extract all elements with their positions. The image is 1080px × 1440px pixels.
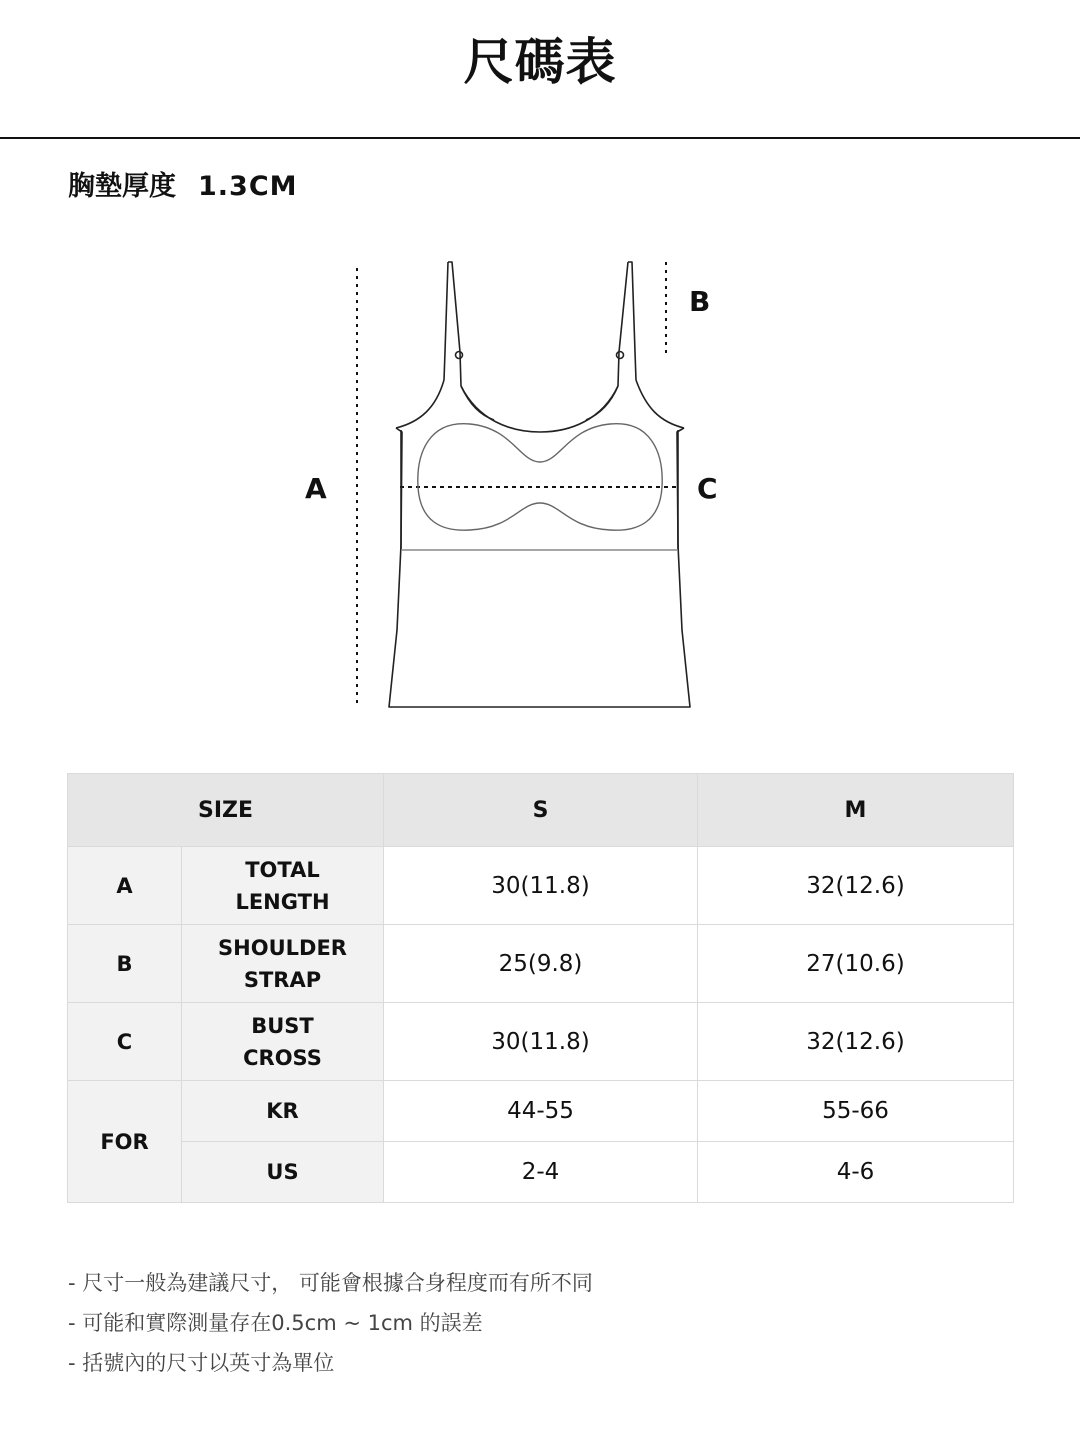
- page-title: 尺碼表: [463, 33, 617, 91]
- table-row: [68, 847, 1014, 925]
- table-row: [68, 1003, 1014, 1081]
- cell-s: 44-55: [384, 1081, 698, 1142]
- cell-s: 30(11.8): [384, 1003, 698, 1081]
- row-name-line: TOTAL: [245, 857, 320, 882]
- cell-m: 32(12.6): [698, 1003, 1014, 1081]
- pad-thickness-value: 1.3CM: [198, 171, 298, 202]
- size-table: [67, 773, 1014, 1203]
- label-c: C: [697, 472, 718, 505]
- row-name: [182, 1003, 384, 1081]
- row-name-line: LENGTH: [235, 889, 330, 914]
- table-row: [68, 1142, 1014, 1203]
- row-name-line: BUST: [251, 1013, 314, 1038]
- row-name-line: SHOULDER: [218, 935, 347, 960]
- row-name-line: STRAP: [243, 967, 322, 992]
- label-b: B: [689, 285, 711, 318]
- cell-s: 30(11.8): [384, 847, 698, 925]
- header-s: S: [384, 774, 698, 847]
- row-name: [182, 925, 384, 1003]
- label-a: A: [305, 472, 327, 505]
- notes: [68, 1263, 593, 1383]
- note-line: - 可能和實際測量存在0.5cm ~ 1cm 的誤差: [68, 1311, 483, 1335]
- cell-s: 25(9.8): [384, 925, 698, 1003]
- pad-thickness-label: 胸墊厚度: [68, 171, 176, 202]
- cell-m: 55-66: [698, 1081, 1014, 1142]
- row-code-for: FOR: [68, 1081, 182, 1203]
- note-line: - 括號內的尺寸以英寸為單位: [68, 1351, 335, 1375]
- cell-m: 27(10.6): [698, 925, 1014, 1003]
- row-name: [182, 847, 384, 925]
- note-line: - 尺寸一般為建議尺寸， 可能會根據合身程度而有所不同: [68, 1271, 593, 1295]
- row-code: A: [68, 847, 182, 925]
- row-code: B: [68, 925, 182, 1003]
- row-name-line: CROSS: [243, 1045, 322, 1070]
- header-m: M: [698, 774, 1014, 847]
- cell-m: 32(12.6): [698, 847, 1014, 925]
- header-size: SIZE: [68, 774, 384, 847]
- camisole-outline: [389, 262, 690, 707]
- cell-m: 4-6: [698, 1142, 1014, 1203]
- row-name-kr: KR: [182, 1081, 384, 1142]
- table-row: [68, 1081, 1014, 1142]
- table-header-row: [68, 774, 1014, 847]
- table-row: [68, 925, 1014, 1003]
- cell-s: 2-4: [384, 1142, 698, 1203]
- row-code: C: [68, 1003, 182, 1081]
- row-name-us: US: [182, 1142, 384, 1203]
